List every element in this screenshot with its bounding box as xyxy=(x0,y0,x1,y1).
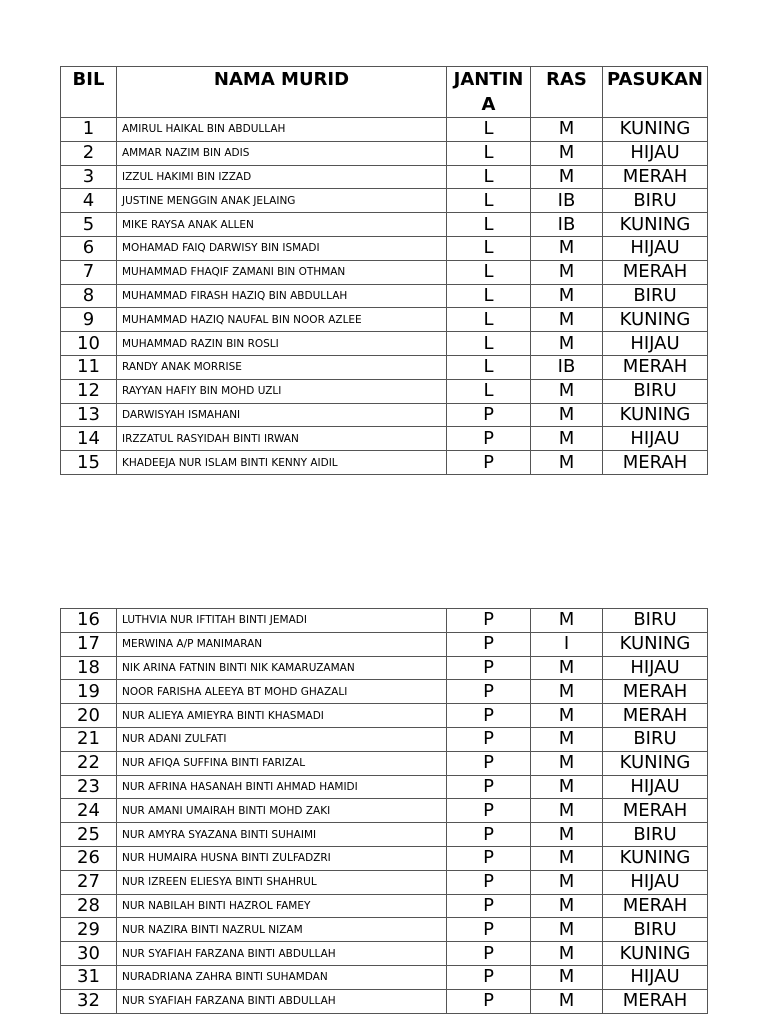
cell-ras: M xyxy=(531,799,603,823)
cell-bil: 28 xyxy=(61,894,117,918)
table-row xyxy=(61,823,708,847)
cell-jantina: L xyxy=(447,332,531,356)
cell-bil: 13 xyxy=(61,403,117,427)
cell-ras: M xyxy=(531,989,603,1013)
cell-nama-murid: DARWISYAH ISMAHANI xyxy=(117,403,447,427)
cell-jantina: L xyxy=(447,141,531,165)
cell-bil: 17 xyxy=(61,632,117,656)
cell-nama-murid: IZZUL HAKIMI BIN IZZAD xyxy=(117,165,447,189)
cell-nama-murid: NURADRIANA ZAHRA BINTI SUHAMDAN xyxy=(117,965,447,989)
cell-bil: 14 xyxy=(61,427,117,451)
cell-pasukan: HIJAU xyxy=(603,656,708,680)
cell-nama-murid: MUHAMMAD FHAQIF ZAMANI BIN OTHMAN xyxy=(117,260,447,284)
cell-ras: M xyxy=(531,379,603,403)
cell-jantina: L xyxy=(447,165,531,189)
cell-jantina: L xyxy=(447,236,531,260)
cell-ras: M xyxy=(531,332,603,356)
table-row xyxy=(61,704,708,728)
cell-ras: M xyxy=(531,260,603,284)
cell-jantina: P xyxy=(447,403,531,427)
cell-pasukan: KUNING xyxy=(603,846,708,870)
table-row xyxy=(61,680,708,704)
cell-ras: M xyxy=(531,656,603,680)
cell-bil: 15 xyxy=(61,451,117,475)
cell-pasukan: KUNING xyxy=(603,942,708,966)
table-row xyxy=(61,403,708,427)
cell-nama-murid: RANDY ANAK MORRISE xyxy=(117,355,447,379)
cell-nama-murid: JUSTINE MENGGIN ANAK JELAING xyxy=(117,189,447,213)
cell-pasukan: KUNING xyxy=(603,118,708,142)
cell-nama-murid: NIK ARINA FATNIN BINTI NIK KAMARUZAMAN xyxy=(117,656,447,680)
cell-pasukan: MERAH xyxy=(603,165,708,189)
header-nama-murid: NAMA MURID xyxy=(117,67,447,118)
table-row xyxy=(61,799,708,823)
cell-bil: 27 xyxy=(61,870,117,894)
cell-nama-murid: AMIRUL HAIKAL BIN ABDULLAH xyxy=(117,118,447,142)
cell-nama-murid: NOOR FARISHA ALEEYA BT MOHD GHAZALI xyxy=(117,680,447,704)
cell-jantina: P xyxy=(447,609,531,633)
cell-ras: M xyxy=(531,894,603,918)
cell-nama-murid: MOHAMAD FAIQ DARWISY BIN ISMADI xyxy=(117,236,447,260)
cell-bil: 3 xyxy=(61,165,117,189)
cell-ras: M xyxy=(531,284,603,308)
cell-bil: 5 xyxy=(61,213,117,237)
table-row xyxy=(61,308,708,332)
cell-jantina: P xyxy=(447,918,531,942)
cell-pasukan: MERAH xyxy=(603,260,708,284)
student-table-2 xyxy=(60,608,708,1014)
cell-ras: M xyxy=(531,451,603,475)
cell-nama-murid: AMMAR NAZIM BIN ADIS xyxy=(117,141,447,165)
cell-ras: M xyxy=(531,727,603,751)
cell-ras: M xyxy=(531,965,603,989)
cell-jantina: P xyxy=(447,846,531,870)
cell-bil: 21 xyxy=(61,727,117,751)
cell-pasukan: BIRU xyxy=(603,727,708,751)
cell-nama-murid: MUHAMMAD HAZIQ NAUFAL BIN NOOR AZLEE xyxy=(117,308,447,332)
cell-jantina: L xyxy=(447,379,531,403)
cell-nama-murid: NUR AFRINA HASANAH BINTI AHMAD HAMIDI xyxy=(117,775,447,799)
cell-pasukan: BIRU xyxy=(603,189,708,213)
cell-jantina: P xyxy=(447,656,531,680)
cell-jantina: P xyxy=(447,427,531,451)
cell-pasukan: BIRU xyxy=(603,823,708,847)
cell-pasukan: KUNING xyxy=(603,632,708,656)
cell-pasukan: HIJAU xyxy=(603,427,708,451)
table-row xyxy=(61,942,708,966)
cell-jantina: P xyxy=(447,823,531,847)
cell-nama-murid: NUR HUMAIRA HUSNA BINTI ZULFADZRI xyxy=(117,846,447,870)
cell-nama-murid: MERWINA A/P MANIMARAN xyxy=(117,632,447,656)
cell-pasukan: MERAH xyxy=(603,704,708,728)
cell-ras: M xyxy=(531,236,603,260)
cell-nama-murid: MUHAMMAD FIRASH HAZIQ BIN ABDULLAH xyxy=(117,284,447,308)
cell-nama-murid: NUR SYAFIAH FARZANA BINTI ABDULLAH xyxy=(117,989,447,1013)
cell-nama-murid: NUR AMANI UMAIRAH BINTI MOHD ZAKI xyxy=(117,799,447,823)
cell-pasukan: MERAH xyxy=(603,799,708,823)
cell-bil: 19 xyxy=(61,680,117,704)
cell-ras: M xyxy=(531,751,603,775)
cell-ras: M xyxy=(531,609,603,633)
cell-ras: M xyxy=(531,165,603,189)
cell-nama-murid: KHADEEJA NUR ISLAM BINTI KENNY AIDIL xyxy=(117,451,447,475)
table-row xyxy=(61,870,708,894)
cell-pasukan: HIJAU xyxy=(603,141,708,165)
table-row xyxy=(61,656,708,680)
cell-pasukan: BIRU xyxy=(603,609,708,633)
cell-pasukan: BIRU xyxy=(603,284,708,308)
cell-bil: 26 xyxy=(61,846,117,870)
cell-bil: 6 xyxy=(61,236,117,260)
cell-bil: 7 xyxy=(61,260,117,284)
cell-ras: M xyxy=(531,141,603,165)
cell-ras: M xyxy=(531,308,603,332)
cell-pasukan: MERAH xyxy=(603,451,708,475)
table-row xyxy=(61,894,708,918)
table-row xyxy=(61,775,708,799)
cell-ras: M xyxy=(531,680,603,704)
cell-nama-murid: NUR SYAFIAH FARZANA BINTI ABDULLAH xyxy=(117,942,447,966)
cell-bil: 24 xyxy=(61,799,117,823)
cell-pasukan: KUNING xyxy=(603,308,708,332)
cell-bil: 25 xyxy=(61,823,117,847)
cell-jantina: L xyxy=(447,213,531,237)
table-row xyxy=(61,165,708,189)
cell-nama-murid: NUR ALIEYA AMIEYRA BINTI KHASMADI xyxy=(117,704,447,728)
table-row xyxy=(61,989,708,1013)
cell-jantina: P xyxy=(447,965,531,989)
header-jantina: JANTINA xyxy=(447,67,531,118)
cell-pasukan: MERAH xyxy=(603,680,708,704)
table-row xyxy=(61,284,708,308)
table-row xyxy=(61,918,708,942)
cell-nama-murid: NUR AFIQA SUFFINA BINTI FARIZAL xyxy=(117,751,447,775)
cell-pasukan: KUNING xyxy=(603,751,708,775)
cell-ras: M xyxy=(531,427,603,451)
cell-ras: M xyxy=(531,918,603,942)
table-row xyxy=(61,451,708,475)
table-row xyxy=(61,118,708,142)
cell-nama-murid: LUTHVIA NUR IFTITAH BINTI JEMADI xyxy=(117,609,447,633)
header-pasukan: PASUKAN xyxy=(603,67,708,118)
cell-bil: 32 xyxy=(61,989,117,1013)
cell-bil: 10 xyxy=(61,332,117,356)
cell-ras: IB xyxy=(531,355,603,379)
cell-jantina: P xyxy=(447,680,531,704)
table-row xyxy=(61,260,708,284)
cell-jantina: P xyxy=(447,751,531,775)
cell-jantina: L xyxy=(447,308,531,332)
cell-pasukan: KUNING xyxy=(603,403,708,427)
cell-pasukan: BIRU xyxy=(603,918,708,942)
table-row xyxy=(61,189,708,213)
cell-jantina: L xyxy=(447,284,531,308)
cell-jantina: P xyxy=(447,989,531,1013)
cell-jantina: P xyxy=(447,894,531,918)
cell-jantina: P xyxy=(447,727,531,751)
cell-ras: M xyxy=(531,403,603,427)
header-bil: BIL xyxy=(61,67,117,118)
table-row xyxy=(61,379,708,403)
cell-ras: M xyxy=(531,775,603,799)
table-row xyxy=(61,213,708,237)
cell-nama-murid: NUR AMYRA SYAZANA BINTI SUHAIMI xyxy=(117,823,447,847)
cell-ras: IB xyxy=(531,213,603,237)
cell-jantina: L xyxy=(447,189,531,213)
cell-ras: IB xyxy=(531,189,603,213)
table-row xyxy=(61,632,708,656)
cell-pasukan: HIJAU xyxy=(603,236,708,260)
cell-pasukan: MERAH xyxy=(603,355,708,379)
cell-jantina: L xyxy=(447,260,531,284)
cell-pasukan: KUNING xyxy=(603,213,708,237)
table-row xyxy=(61,141,708,165)
cell-bil: 31 xyxy=(61,965,117,989)
header-ras: RAS xyxy=(531,67,603,118)
table-header-row xyxy=(61,67,708,118)
cell-ras: M xyxy=(531,942,603,966)
cell-bil: 30 xyxy=(61,942,117,966)
cell-jantina: P xyxy=(447,870,531,894)
cell-nama-murid: NUR ADANI ZULFATI xyxy=(117,727,447,751)
cell-bil: 16 xyxy=(61,609,117,633)
cell-nama-murid: IRZZATUL RASYIDAH BINTI IRWAN xyxy=(117,427,447,451)
cell-bil: 29 xyxy=(61,918,117,942)
table-row xyxy=(61,965,708,989)
cell-nama-murid: MIKE RAYSA ANAK ALLEN xyxy=(117,213,447,237)
cell-bil: 18 xyxy=(61,656,117,680)
cell-pasukan: HIJAU xyxy=(603,775,708,799)
table-row xyxy=(61,751,708,775)
cell-nama-murid: NUR NABILAH BINTI HAZROL FAMEY xyxy=(117,894,447,918)
cell-pasukan: HIJAU xyxy=(603,870,708,894)
cell-pasukan: BIRU xyxy=(603,379,708,403)
cell-bil: 12 xyxy=(61,379,117,403)
table-row xyxy=(61,727,708,751)
cell-ras: M xyxy=(531,870,603,894)
cell-jantina: P xyxy=(447,775,531,799)
cell-pasukan: MERAH xyxy=(603,989,708,1013)
student-table-1 xyxy=(60,66,708,475)
cell-bil: 2 xyxy=(61,141,117,165)
cell-jantina: P xyxy=(447,451,531,475)
cell-bil: 20 xyxy=(61,704,117,728)
cell-pasukan: HIJAU xyxy=(603,332,708,356)
cell-ras: I xyxy=(531,632,603,656)
table-row xyxy=(61,427,708,451)
cell-jantina: P xyxy=(447,799,531,823)
cell-ras: M xyxy=(531,823,603,847)
cell-jantina: P xyxy=(447,942,531,966)
table-row xyxy=(61,846,708,870)
table-row xyxy=(61,355,708,379)
cell-nama-murid: MUHAMMAD RAZIN BIN ROSLI xyxy=(117,332,447,356)
cell-bil: 22 xyxy=(61,751,117,775)
cell-nama-murid: NUR NAZIRA BINTI NAZRUL NIZAM xyxy=(117,918,447,942)
cell-jantina: P xyxy=(447,632,531,656)
table-row xyxy=(61,609,708,633)
table-row xyxy=(61,236,708,260)
cell-jantina: L xyxy=(447,355,531,379)
cell-jantina: P xyxy=(447,704,531,728)
cell-ras: M xyxy=(531,846,603,870)
cell-ras: M xyxy=(531,118,603,142)
cell-bil: 9 xyxy=(61,308,117,332)
cell-ras: M xyxy=(531,704,603,728)
cell-nama-murid: NUR IZREEN ELIESYA BINTI SHAHRUL xyxy=(117,870,447,894)
cell-bil: 1 xyxy=(61,118,117,142)
cell-bil: 4 xyxy=(61,189,117,213)
cell-pasukan: HIJAU xyxy=(603,965,708,989)
cell-bil: 8 xyxy=(61,284,117,308)
table-row xyxy=(61,332,708,356)
cell-bil: 23 xyxy=(61,775,117,799)
cell-bil: 11 xyxy=(61,355,117,379)
cell-jantina: L xyxy=(447,118,531,142)
cell-nama-murid: RAYYAN HAFIY BIN MOHD UZLI xyxy=(117,379,447,403)
cell-pasukan: MERAH xyxy=(603,894,708,918)
